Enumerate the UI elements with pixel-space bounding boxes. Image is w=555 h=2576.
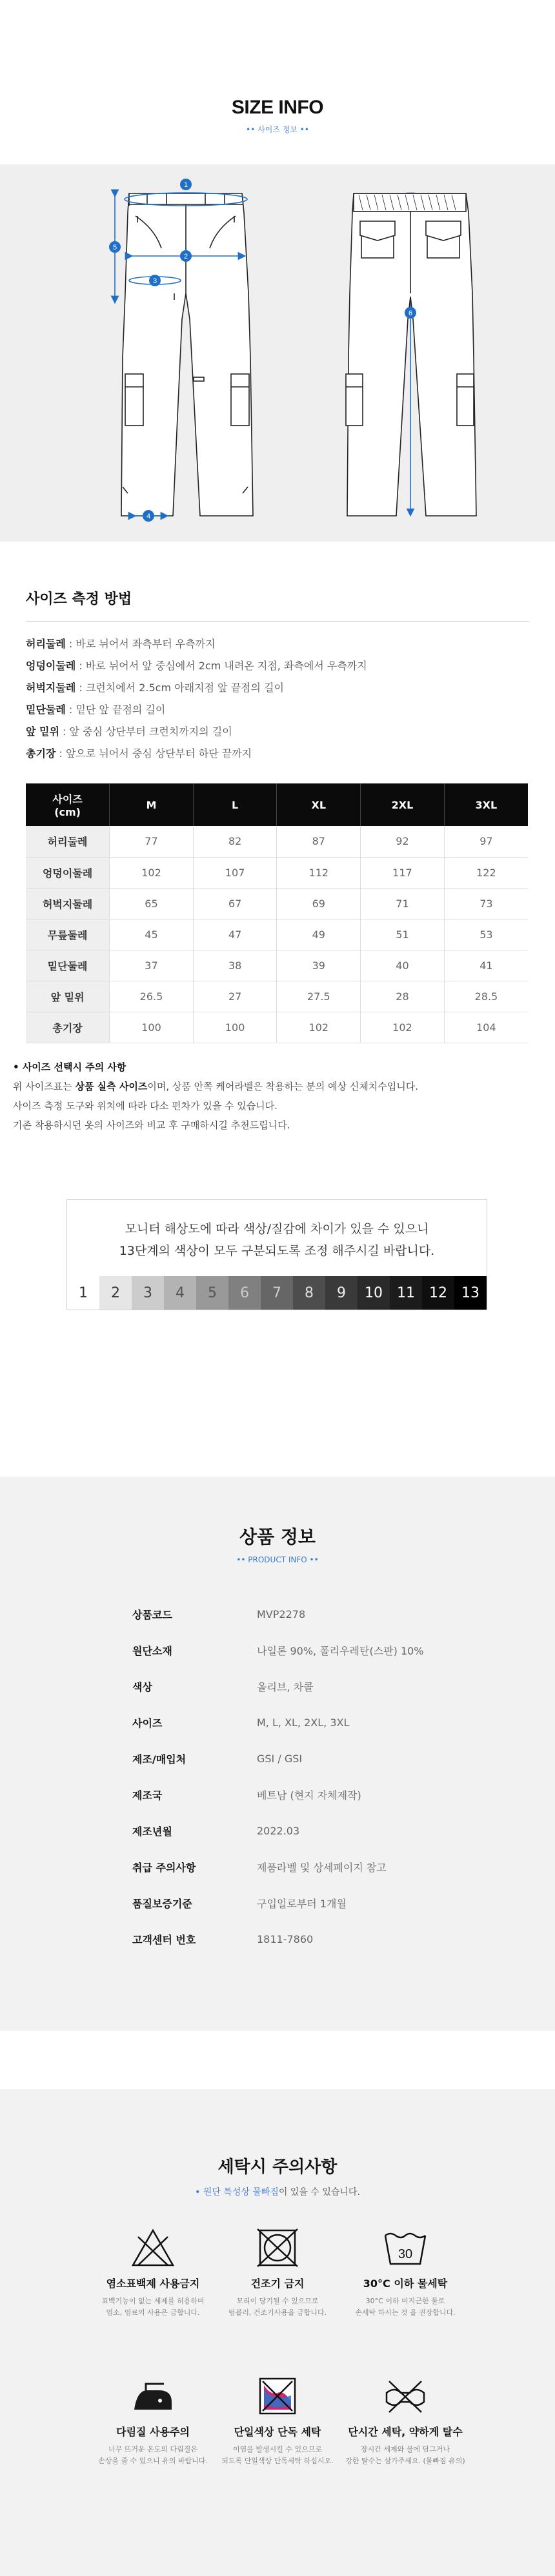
page-footer-space [0,2547,555,2576]
table-row: 앞 밑위 26.5 27 27.5 28 28.5 [26,981,528,1012]
list-item: 제조국 베트남 (현지 자체제작) [132,1789,361,1802]
size-info-header [0,0,555,164]
list-item: 색상 올리브, 차콜 [132,1680,314,1693]
product-info-section [0,1477,555,2031]
notice-title: • 사이즈 선택시 주의 사항 [13,1061,126,1073]
size-header-l: L [193,783,277,826]
care-title: 세탁시 주의사항 [217,2158,338,2177]
grayscale-step: 1 [67,1276,99,1310]
color-calibration-box [66,1199,487,1310]
marker-5 [109,241,121,253]
product-info-title: 상품 정보 [239,1526,316,1548]
method-row: 총기장 : 앞으로 뉘어서 중심 상단부터 하단 끝까지 [26,747,252,760]
method-row: 허리둘레 : 바로 뉘어서 좌측부터 우측까지 [26,638,216,650]
table-row: 허벅지둘레 65 67 69 71 73 [26,888,528,919]
grayscale-step: 10 [358,1276,390,1310]
svg-text:6: 6 [408,310,413,317]
grayscale-step: 9 [325,1276,358,1310]
size-table-header [26,783,528,826]
grayscale-step: 11 [390,1276,422,1310]
size-header-3xl: 3XL [444,783,528,826]
table-row: 총기장 100 100 102 102 104 [26,1012,528,1043]
calibration-message: 모니터 해상도에 따라 색상/질감에 차이가 있을 수 있으니 13단계의 색상이 모두 구분되도록 조정 해주시길 바랍니다. [119,1222,435,1258]
section-gap [0,2031,555,2089]
grayscale-step: 8 [293,1276,325,1310]
measurement-method-title: 사이즈 측정 방법 [26,591,132,607]
table-row: 엉덩이둘레 102 107 112 117 122 [26,857,528,888]
marker-4 [143,510,154,522]
list-item: 원단소재 나일론 90%, 폴리우레탄(스판) 10% [132,1644,424,1657]
pants-illustration [0,164,555,542]
method-row: 허벅지둘레 : 크런치에서 2.5cm 아래지점 앞 끝점의 길이 [26,682,284,694]
color-calibration-section [0,1199,555,1477]
care-item-short-wash: 단시간 세탁, 약하게 탈수 장시간 세제와 물에 담그거나 강한 탈수는 삼가주세요. (물빠짐 유의) [341,2376,470,2467]
care-item-no-dryer: 건조기 금지 모리이 당기될 수 있으므로 텀블러, 건조기사용을 금합니다. [213,2228,342,2319]
size-unit-header: 사이즈 (cm) [26,783,110,826]
grayscale-step: 7 [261,1276,293,1310]
method-row: 엉덩이둘레 : 바로 뉘어서 앞 중심에서 2cm 내려온 지점, 좌측에서 우측까지 [26,660,367,672]
pants-measurement-diagram [0,164,555,542]
measurement-method-section [0,542,555,783]
notice-line: 위 사이즈표는 상품 실측 사이즈이며, 상품 안쪽 케어라벨은 착용하는 분의 예상 신체치수입니다. [13,1081,419,1092]
svg-text:1: 1 [183,181,188,189]
size-info-subtitle: •• 사이즈 정보 •• [246,125,309,134]
list-item: 제조/매입처 GSI / GSI [132,1752,303,1765]
care-item-ironing: 다림질 사용주의 너무 뜨거운 온도의 다림질은 손상을 줄 수 있으니 유의 바랍니다. [88,2376,217,2467]
method-row: 밑단둘레 : 밑단 앞 끝점의 길이 [26,703,166,716]
no-bleach-icon [130,2228,176,2268]
marker-1 [180,179,192,190]
size-info-title: SIZE INFO [231,97,324,118]
grayscale-step: 4 [164,1276,196,1310]
marker-2 [180,250,192,262]
grayscale-step: 12 [422,1276,454,1310]
marker-6 [405,307,416,319]
grayscale-strip [67,1276,487,1310]
list-item: 품질보증기준 구입일로부터 1개월 [132,1897,347,1910]
size-notice [0,1057,555,1199]
notice-line: 사이즈 측정 도구와 위치에 따라 다소 편차가 있을 수 있습니다. [13,1100,278,1112]
size-header-m: M [110,783,194,826]
size-table-section [0,783,555,1057]
svg-text:3: 3 [152,277,157,285]
care-item-separate-wash: 단일색상 단독 세탁 이염을 발생시킬 수 있으므로 되도록 단일색상 단독세탁 하십시오. [213,2376,342,2467]
care-item-no-bleach: 염소표백제 사용금지 표백기능이 없는 세제를 허용하며 염소, 염료의 사용은 금합니다. [88,2228,217,2319]
svg-text:4: 4 [146,513,151,520]
no-wring-icon [383,2376,428,2416]
list-item: 취급 주의사항 제품라벨 및 상세페이지 참고 [132,1861,387,1874]
size-table [26,783,528,1043]
grayscale-step: 5 [196,1276,228,1310]
product-info-subtitle: •• PRODUCT INFO •• [236,1555,319,1564]
table-row: 허리둘레 77 82 87 92 97 [26,826,528,857]
iron-icon [130,2376,176,2416]
care-instructions-section [0,2089,555,2547]
svg-text:5: 5 [112,244,117,251]
table-row: 무릎둘레 45 47 49 51 53 [26,919,528,950]
marker-3 [149,275,161,286]
care-subtitle: • 원단 특성상 물빠짐이 있을 수 있습니다. [195,2187,360,2197]
svg-text:2: 2 [183,253,188,261]
product-info-list [132,1596,424,1957]
care-item-wash-30: 30 30°C 이하 물세탁 30°C 이하 미지근한 물로 손세탁 하시는 것 을 권장합니다. [341,2228,470,2319]
list-item: 제조년월 2022.03 [132,1824,300,1838]
grayscale-step: 13 [454,1276,487,1310]
wash-30-icon [383,2228,428,2268]
notice-line: 기존 착용하시던 옷의 사이즈와 비교 후 구매하시길 추천드립니다. [13,1119,290,1131]
no-tumble-dry-icon [255,2228,300,2268]
grayscale-step: 3 [132,1276,164,1310]
size-header-xl: XL [277,783,361,826]
grayscale-step: 2 [99,1276,132,1310]
list-item: 사이즈 M, L, XL, 2XL, 3XL [132,1716,350,1729]
size-header-2xl: 2XL [361,783,445,826]
separate-wash-icon [255,2376,300,2416]
list-item: 고객센터 번호 1811-7860 [132,1932,314,1946]
table-row: 밑단둘레 37 38 39 40 41 [26,950,528,981]
grayscale-step: 6 [228,1276,261,1310]
list-item: 상품코드 MVP2278 [132,1608,306,1621]
divider [26,621,529,622]
front-pants-drawing [121,193,253,516]
svg-text:30: 30 [398,2247,413,2261]
back-pants-drawing [346,193,476,516]
method-row: 앞 밑위 : 앞 중심 상단부터 크런치까지의 길이 [26,725,232,738]
